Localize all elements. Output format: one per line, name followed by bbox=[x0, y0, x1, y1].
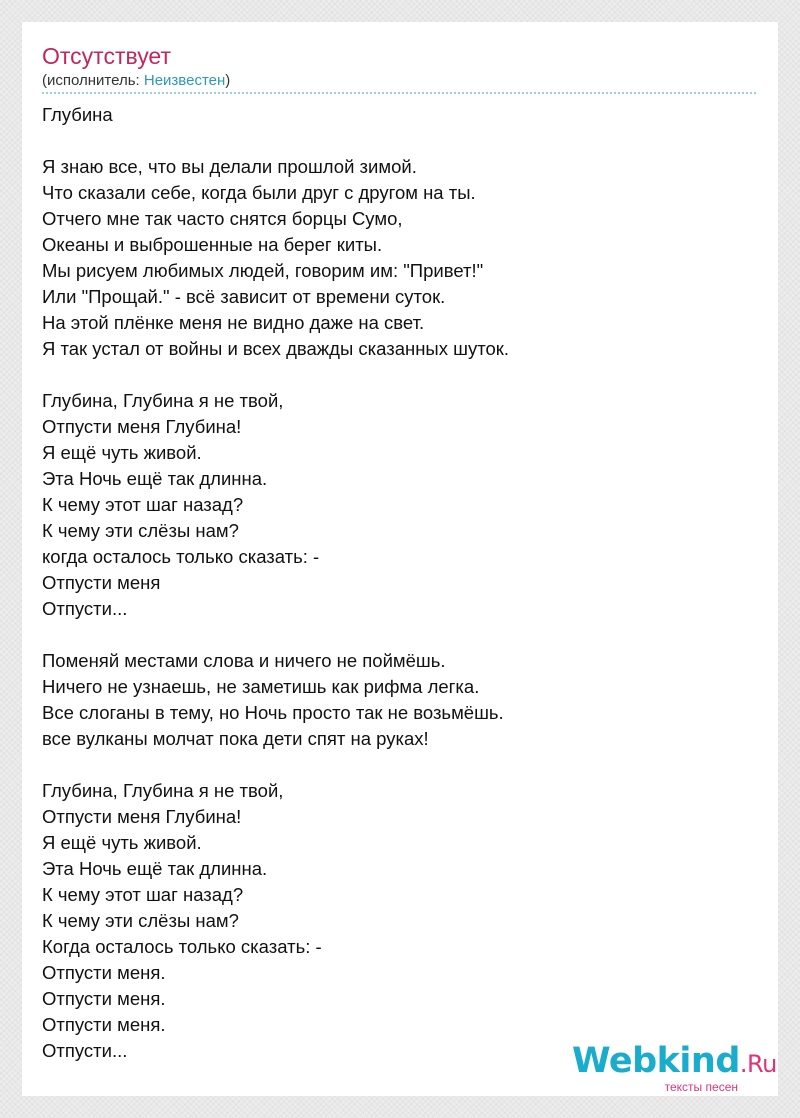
lyric-line: когда осталось только сказать: - bbox=[42, 546, 320, 567]
lyric-line: Отпусти меня Глубина! bbox=[42, 806, 242, 827]
lyric-line: Мы рисуем любимых людей, говорим им: "Привет!" bbox=[42, 260, 484, 281]
lyric-line: Отчего мне так часто снятся борцы Сумо, bbox=[42, 208, 403, 229]
lyric-line: К чему эти слёзы нам? bbox=[42, 910, 239, 931]
lyric-line: К чему эти слёзы нам? bbox=[42, 520, 239, 541]
logo-wordmark bbox=[572, 1041, 777, 1083]
artist-link[interactable]: Неизвестен bbox=[143, 72, 226, 89]
lyric-line: Когда осталось только сказать: - bbox=[42, 936, 322, 957]
logo-tld: .Ru bbox=[739, 1050, 777, 1078]
logo-tagline: тексты песен bbox=[664, 1080, 738, 1094]
lyric-line: Глубина bbox=[42, 104, 113, 125]
lyric-line: Ничего не узнаешь, не заметишь как рифма легка. bbox=[42, 676, 480, 697]
lyric-line: Отпусти меня. bbox=[42, 962, 166, 983]
lyric-line: Я так устал от войны и всех дважды сказанных шуток. bbox=[42, 338, 509, 359]
lyric-line: Глубина, Глубина я не твой, bbox=[42, 780, 284, 801]
lyric-line: Отпусти меня. bbox=[42, 1014, 166, 1035]
lyrics-card bbox=[22, 22, 778, 1096]
lyric-line: К чему этот шаг назад? bbox=[42, 884, 244, 905]
lyric-line: Что сказали себе, когда были друг с другом на ты. bbox=[42, 182, 476, 203]
lyric-line: Глубина, Глубина я не твой, bbox=[42, 390, 284, 411]
lyric-line: Поменяй местами слова и ничего не поймёшь. bbox=[42, 650, 446, 671]
lyric-line: На этой плёнке меня не видно даже на свет. bbox=[42, 312, 425, 333]
site-logo[interactable] bbox=[572, 1041, 777, 1094]
lyric-line: К чему этот шаг назад? bbox=[42, 494, 244, 515]
lyric-line: все вулканы молчат пока дети спят на руках! bbox=[42, 728, 429, 749]
lyric-line: Или "Прощай." - всё зависит от времени суток. bbox=[42, 286, 446, 307]
lyric-line: Отпусти меня bbox=[42, 572, 161, 593]
lyric-blank-line bbox=[42, 752, 756, 778]
lyric-line: Я знаю все, что вы делали прошлой зимой. bbox=[42, 156, 417, 177]
lyric-line: Я ещё чуть живой. bbox=[42, 832, 202, 853]
lyric-line: Отпусти меня. bbox=[42, 988, 166, 1009]
header-divider bbox=[42, 92, 756, 94]
artist-line bbox=[42, 72, 756, 90]
logo-main-text: Webkind bbox=[572, 1041, 740, 1081]
song-title: Отсутствует bbox=[42, 43, 171, 69]
lyric-line: Отпусти... bbox=[42, 1040, 128, 1061]
artist-suffix: ) bbox=[225, 72, 231, 89]
lyric-line: Отпусти меня Глубина! bbox=[42, 416, 242, 437]
lyric-line: Эта Ночь ещё так длинна. bbox=[42, 858, 268, 879]
lyric-line: Эта Ночь ещё так длинна. bbox=[42, 468, 268, 489]
lyric-blank-line bbox=[42, 362, 756, 388]
song-header bbox=[42, 42, 756, 90]
lyric-blank-line bbox=[42, 622, 756, 648]
artist-prefix: (исполнитель: bbox=[42, 72, 144, 89]
lyric-line: Океаны и выброшенные на берег киты. bbox=[42, 234, 383, 255]
lyric-blank-line bbox=[42, 128, 756, 154]
lyrics-body bbox=[42, 102, 756, 1064]
lyric-line: Отпусти... bbox=[42, 598, 128, 619]
lyric-line: Все слоганы в тему, но Ночь просто так не возьмёшь. bbox=[42, 702, 504, 723]
lyric-line: Я ещё чуть живой. bbox=[42, 442, 202, 463]
